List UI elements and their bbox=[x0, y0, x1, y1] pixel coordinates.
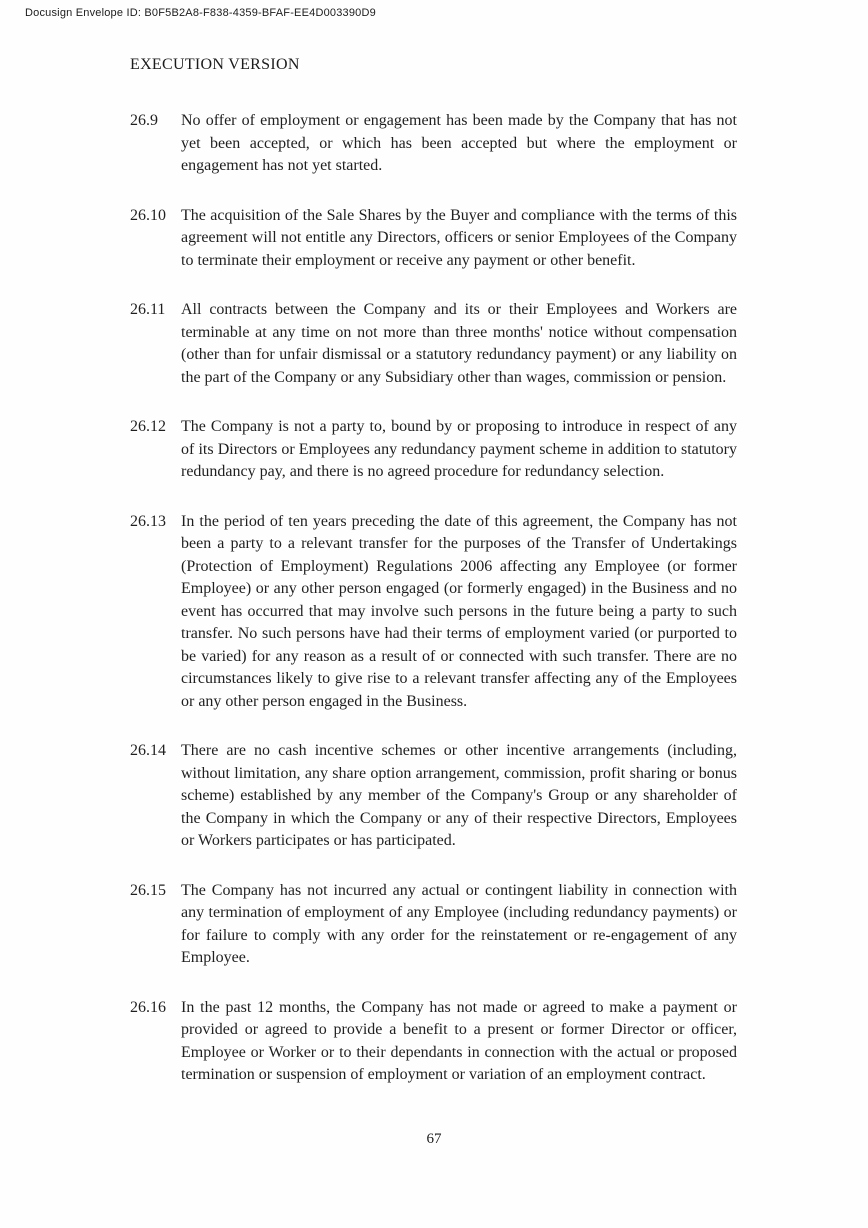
clause-number: 26.15 bbox=[130, 881, 166, 899]
clause-number: 26.16 bbox=[130, 998, 166, 1016]
clause-number: 26.11 bbox=[130, 301, 166, 318]
clause-paragraph bbox=[130, 997, 737, 1087]
clause-text: In the past 12 months, the Company has not made or agreed to make a payment or provided or agreed to provide a benefit to a present or former Director or officer, Employee or Worker or to their dependants in connection with the actual or proposed termination or suspension of employment or variation of an employment contract. bbox=[181, 998, 737, 1083]
clause-text: All contracts between the Company and its or their Employees and Workers are terminable at any time on not more than three months' notice without compensation (other than for unfair dismissal or a statutory redundancy payment) or any liability on the part of the Company or any Subsidiary other than wages, commission or pension. bbox=[181, 301, 737, 386]
clause-number: 26.13 bbox=[130, 512, 166, 530]
clause-number: 26.12 bbox=[130, 418, 166, 435]
clause-paragraph bbox=[130, 299, 737, 389]
clause-text: The Company has not incurred any actual or contingent liability in connection with any termination of employment of any Employee (including redundancy payments) or for failure to comply with any order for the reinstatement or re-engagement of any Employee. bbox=[181, 881, 737, 966]
clause-number: 26.10 bbox=[130, 206, 166, 224]
clause-list bbox=[130, 110, 737, 1141]
clause-paragraph bbox=[130, 740, 737, 853]
page-number: 67 bbox=[426, 1131, 442, 1147]
clause-paragraph bbox=[130, 880, 737, 970]
clause-paragraph bbox=[130, 511, 737, 714]
clause-text: No offer of employment or engagement has been made by the Company that has not yet been accepted, or which has been accepted but where the employment or engagement has not yet started. bbox=[181, 112, 737, 174]
execution-version-header: EXECUTION VERSION bbox=[130, 56, 300, 73]
clause-paragraph bbox=[130, 416, 737, 484]
clause-text: The acquisition of the Sale Shares by the Buyer and compliance with the terms of this agreement will not entitle any Directors, officers or senior Employees of the Company to terminate their employment or receive any payment or other benefit. bbox=[181, 206, 737, 269]
clause-number: 26.14 bbox=[130, 742, 166, 759]
clause-paragraph bbox=[130, 110, 737, 178]
clause-text: In the period of ten years preceding the date of this agreement, the Company has not been a party to a relevant transfer for the purposes of the Transfer of Undertakings (Protection of Employment) Regulations 2006 affecting any Employee (or former Employee) or any other person engaged (or formerly engaged) in the Business and no event has occurred that may involve such persons in the future being a party to such transfer. No such persons have had their terms of employment varied (or purported to be varied) for any reason as a result of or connected with such transfer. There are no circumstances likely to give rise to a relevant transfer affecting any of the Employees or any other person engaged in the Business. bbox=[181, 512, 737, 710]
clause-paragraph bbox=[130, 205, 737, 273]
clause-text: The Company is not a party to, bound by or proposing to introduce in respect of any of its Directors or Employees any redundancy payment scheme in addition to statutory redundancy pay, and there is no agreed procedure for redundancy selection. bbox=[181, 418, 737, 480]
clause-number: 26.9 bbox=[130, 112, 158, 129]
clause-text: There are no cash incentive schemes or other incentive arrangements (including, without limitation, any share option arrangement, commission, profit sharing or bonus scheme) established by any member of the Company's Group or any shareholder of the Company in which the Company or any of their respective Directors, Employees or Workers participates or has participated. bbox=[181, 742, 737, 849]
docusign-envelope-banner: Docusign Envelope ID: B0F5B2A8-F838-4359-BFAF-EE4D003390D9 bbox=[25, 7, 376, 19]
